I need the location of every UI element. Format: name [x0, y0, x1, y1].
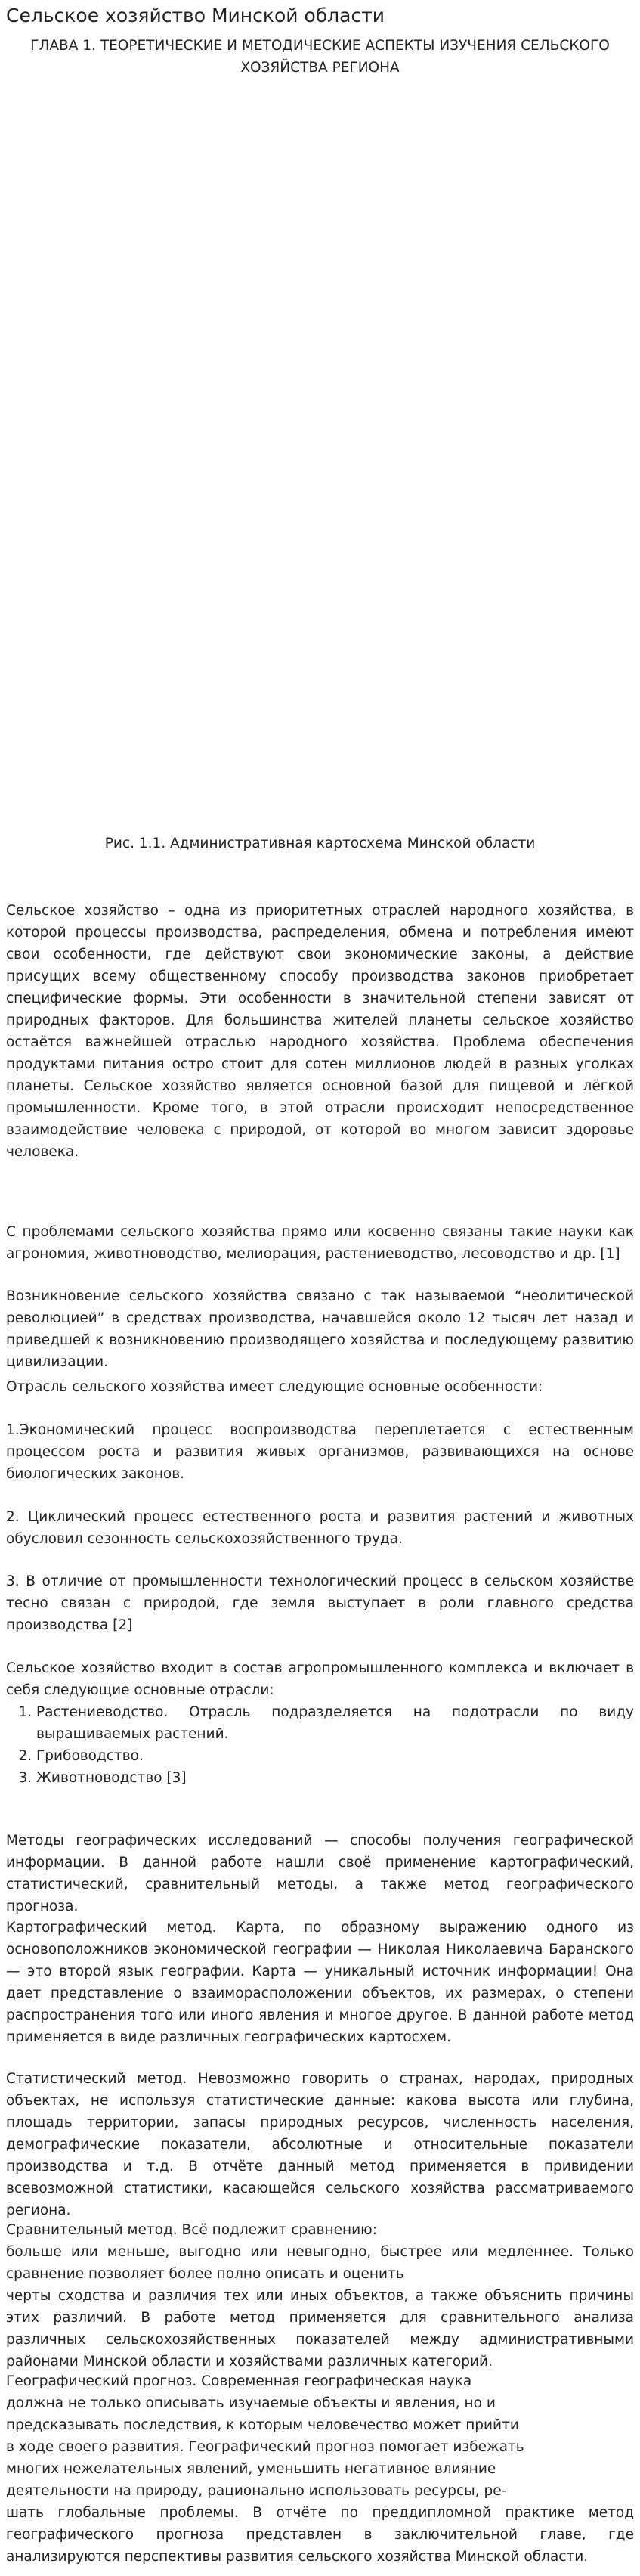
paragraph-line: черты сходства и различия тех или иных объектов, а также объяснить причины этих различий. В работе метод применяется для сравнительного анализа различных сельскохозяйственных показателей между административными районами Минской области и хозяйствами различных категорий. [6, 2288, 634, 2370]
paragraph-text: Методы географических исследований — способы получения географической информации. В данной работе нашли своё применение картографический, статистический, сравнительный методы, а также метод географического прогноза. [6, 1833, 634, 1914]
paragraph [6, 900, 634, 1163]
paragraph [6, 1917, 634, 2048]
paragraph [6, 2370, 634, 2568]
list-item: 3. Животноводство [3] [36, 1767, 634, 1789]
paragraph-line: Сравнительный метод. Всё подлежит сравнению: [6, 2222, 377, 2238]
paragraph-text: Сельское хозяйство – одна из приоритетных отраслей народного хозяйства, в которой процессы производства, распределения, обмена и потребления имеют свои особенности, где действуют свои экономические законы, а действие присущих всему общественному способу производства законов приобретает специфические формы. Эти особенности в значительной степени зависят от природных факторов. Для большинства жителей планеты сельское хозяйство остаётся важнейшей отраслью народного хозяйства. Проблема обеспечения продуктами питания остро стоит для сотен миллионов людей в разных уголках планеты. Сельское хозяйство является основной базой для пищевой и лёгкой промышленности. Кроме того, в этой отрасли происходит непосредственное взаимодействие человека с природой, от которой во многом зависит здоровье человека. [6, 903, 634, 1160]
chapter-heading: ГЛАВА 1. ТЕОРЕТИЧЕСКИЕ И МЕТОДИЧЕСКИЕ АСПЕКТЫ ИЗУЧЕНИЯ СЕЛЬСКОГО ХОЗЯЙСТВА РЕГИОНА [30, 38, 610, 76]
paragraph-text: 1.Экономический процесс воспроизводства переплетается с естественным процессом роста и развития живых организмов, развивающихся на основе биологических законов. [6, 1422, 634, 1482]
paragraph-text: Статистический метод. Невозможно говорить о странах, народах, природных объектах, не используя статистические данные: какова высота или глубина, площадь территории, запасы природных ресурсов, численность населения, демографические показатели, абсолютные и относительные показатели производства и т.д. В отчёте данный метод применяется в привидении всевозможной статистики, касающейся сельского хозяйства рассматриваемого региона. [6, 2071, 634, 2218]
paragraph-text: Сельское хозяйство входит в состав агропромышленного комплекса и включает в себя следующие основные отрасли: [6, 1660, 634, 1698]
paragraph-text: Картографический метод. Карта, по образному выражению одного из основоположников экономической географии — Николая Николаевича Баранского — это второй язык географии. Карта — уникальный источник информации! Она дает представление о взаиморасположении объектов, их размерах, о степени распространения того или иного явления и многое другое. В данной работе метод применяется в виде различных географических картосхем. [6, 1920, 634, 2045]
list-item: 1. Растениеводство. Отрасль подразделяется на подотрасли по виду выращиваемых растений. [36, 1701, 634, 1745]
paragraph [6, 2068, 634, 2221]
paragraph [6, 2219, 634, 2373]
list-item: 2. Грибоводство. [36, 1745, 634, 1767]
paragraph-text: 3. В отличие от промышленности технологический процесс в сельском хозяйстве тесно связан с природой, где земля выступает в роли главного средства производства [2] [6, 1573, 634, 1633]
paragraph [6, 1570, 634, 1636]
paragraph [6, 1419, 634, 1485]
paragraph-line: больше или меньше, выгодно или невыгодно, быстрее или медленнее. Только сравнение позволяет более полно описать и оценить [6, 2244, 634, 2282]
paragraph [6, 1376, 634, 1398]
paragraph-line: в ходе своего развития. Географический прогноз помогает избежать [6, 2439, 524, 2455]
branch-list [6, 1701, 634, 1789]
paragraph-line: должна не только описывать изучаемые объекты и явления, но и [6, 2395, 496, 2411]
paragraph [6, 1221, 634, 1265]
paragraph-line: деятельности на природу, рационально использовать ресурсы, ре- [6, 2483, 507, 2499]
paragraph-text: С проблемами сельского хозяйства прямо или косвенно связаны такие науки как агрономия, животноводство, мелиорация, растениеводство, лесоводство и др. [1] [6, 1224, 634, 1262]
paragraph-line: многих нежелательных явлений, уменьшить негативное влияние [6, 2461, 496, 2477]
paragraph-text: 2. Циклический процесс естественного роста и развития растений и животных обусловил сезонность сельскохозяйственного труда. [6, 1509, 634, 1547]
paragraph [6, 1657, 634, 1701]
paragraph [6, 1285, 634, 1373]
document-title: Сельское хозяйство Минской области [6, 5, 385, 26]
paragraph-line: шать глобальные проблемы. В отчёте по преддипломной практике метод географического прогноза представлен в заключительной главе, где анализируются перспективы развития сельского хозяйства Минской области. [6, 2505, 634, 2565]
paragraph-line: предсказывать последствия, к которым человечество может прийти [6, 2417, 519, 2433]
figure-caption: Рис. 1.1. Административная картосхема Минской области [104, 835, 536, 851]
paragraph-text: Отрасль сельского хозяйства имеет следующие основные особенности: [6, 1379, 543, 1395]
paragraph-text: Возникновение сельского хозяйства связано с так называемой “неолитической революцией” в средствах производства, начавшейся около 12 тысяч лет назад и приведшей к возникновению производящего хозяйства и последующему развитию цивилизации. [6, 1288, 634, 1370]
paragraph [6, 1830, 634, 1917]
paragraph [6, 1506, 634, 1550]
paragraph-line: Географический прогноз. Современная географическая наука [6, 2373, 472, 2389]
